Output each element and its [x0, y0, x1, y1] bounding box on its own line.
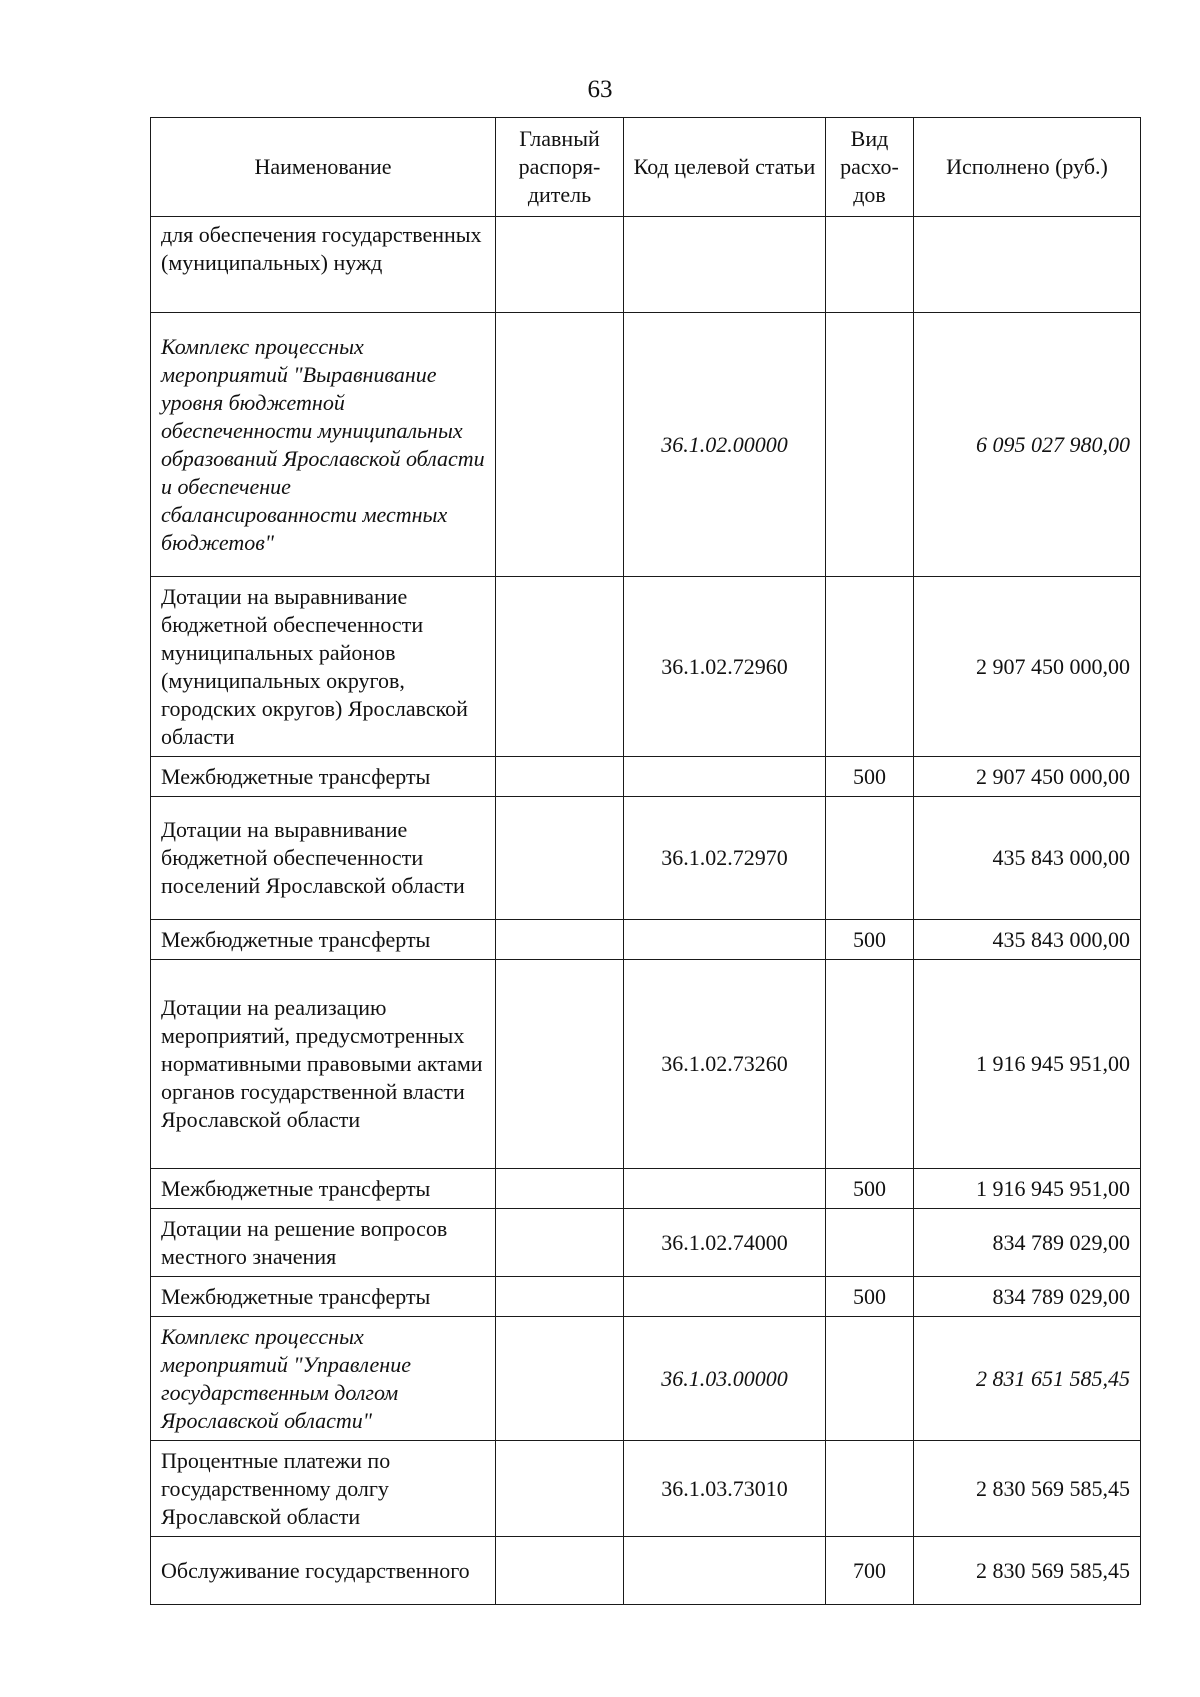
- row-amount: 2 830 569 585,45: [914, 1537, 1141, 1605]
- row-amount: 2 907 450 000,00: [914, 757, 1141, 797]
- header-main-manager: Главный распоря-дитель: [496, 118, 624, 217]
- header-expense-type: Вид расхо-дов: [826, 118, 914, 217]
- row-amount: 834 789 029,00: [914, 1277, 1141, 1317]
- row-vid: [826, 960, 914, 1169]
- table-row: [151, 1277, 1141, 1317]
- row-amount: 2 907 450 000,00: [914, 577, 1141, 757]
- row-amount: 435 843 000,00: [914, 920, 1141, 960]
- row-vid: [826, 1441, 914, 1537]
- row-manager: [496, 1209, 624, 1277]
- header-executed: Исполнено (руб.): [914, 118, 1141, 217]
- row-vid: [826, 313, 914, 577]
- row-name: Дотации на выравнивание бюджетной обеспеченности муниципальных районов (муниципальных округов, городских округов) Ярославской области: [151, 577, 496, 757]
- row-manager: [496, 1317, 624, 1441]
- row-vid: 500: [826, 920, 914, 960]
- row-code: 36.1.02.74000: [624, 1209, 826, 1277]
- row-code: 36.1.02.00000: [624, 313, 826, 577]
- page-number: 63: [587, 76, 613, 103]
- row-vid: [826, 217, 914, 313]
- row-name: Обслуживание государственного: [151, 1537, 496, 1605]
- row-amount: 834 789 029,00: [914, 1209, 1141, 1277]
- row-code: [624, 1169, 826, 1209]
- row-manager: [496, 577, 624, 757]
- row-manager: [496, 1537, 624, 1605]
- row-name: Дотации на реализацию мероприятий, предусмотренных нормативными правовыми актами органов государственной власти Ярославской области: [151, 960, 496, 1169]
- table-row: [151, 1441, 1141, 1537]
- row-vid: 500: [826, 1277, 914, 1317]
- table-row: [151, 1209, 1141, 1277]
- row-name: Процентные платежи по государственному долгу Ярославской области: [151, 1441, 496, 1537]
- row-manager: [496, 1277, 624, 1317]
- row-amount: 6 095 027 980,00: [914, 313, 1141, 577]
- table-row: [151, 757, 1141, 797]
- row-code: [624, 217, 826, 313]
- row-manager: [496, 1441, 624, 1537]
- row-manager: [496, 313, 624, 577]
- row-name: Дотации на решение вопросов местного значения: [151, 1209, 496, 1277]
- row-manager: [496, 217, 624, 313]
- table-row: [151, 960, 1141, 1169]
- row-name: для обеспечения государственных (муниципальных) нужд: [151, 217, 496, 313]
- table-row: [151, 577, 1141, 757]
- table-row: [151, 1169, 1141, 1209]
- row-vid: 500: [826, 757, 914, 797]
- row-name: Комплекс процессных мероприятий "Управление государственным долгом Ярославской области": [151, 1317, 496, 1441]
- row-code: 36.1.02.72960: [624, 577, 826, 757]
- table-row: [151, 797, 1141, 920]
- table-row: [151, 313, 1141, 577]
- row-vid: 500: [826, 1169, 914, 1209]
- table-row: [151, 920, 1141, 960]
- table-row: [151, 1317, 1141, 1441]
- row-name: Межбюджетные трансферты: [151, 1169, 496, 1209]
- row-name: Межбюджетные трансферты: [151, 1277, 496, 1317]
- row-code: 36.1.02.73260: [624, 960, 826, 1169]
- row-amount: 1 916 945 951,00: [914, 960, 1141, 1169]
- row-code: [624, 1277, 826, 1317]
- budget-table: [150, 117, 1141, 1605]
- row-manager: [496, 797, 624, 920]
- row-code: [624, 757, 826, 797]
- header-target-code: Код целевой статьи: [624, 118, 826, 217]
- row-manager: [496, 920, 624, 960]
- row-vid: [826, 1209, 914, 1277]
- row-code: [624, 1537, 826, 1605]
- row-manager: [496, 757, 624, 797]
- row-amount: [914, 217, 1141, 313]
- row-vid: [826, 577, 914, 757]
- row-amount: 435 843 000,00: [914, 797, 1141, 920]
- row-code: 36.1.02.72970: [624, 797, 826, 920]
- table-header-row: [151, 118, 1141, 217]
- row-name: Межбюджетные трансферты: [151, 920, 496, 960]
- table-row: [151, 217, 1141, 313]
- row-amount: 1 916 945 951,00: [914, 1169, 1141, 1209]
- row-code: 36.1.03.00000: [624, 1317, 826, 1441]
- row-amount: 2 831 651 585,45: [914, 1317, 1141, 1441]
- row-vid: 700: [826, 1537, 914, 1605]
- table-row: [151, 1537, 1141, 1605]
- row-code: [624, 920, 826, 960]
- row-manager: [496, 960, 624, 1169]
- row-name: Межбюджетные трансферты: [151, 757, 496, 797]
- row-name: Дотации на выравнивание бюджетной обеспеченности поселений Ярославской области: [151, 797, 496, 920]
- row-code: 36.1.03.73010: [624, 1441, 826, 1537]
- row-manager: [496, 1169, 624, 1209]
- row-amount: 2 830 569 585,45: [914, 1441, 1141, 1537]
- row-name: Комплекс процессных мероприятий "Выравнивание уровня бюджетной обеспеченности муниципальных образований Ярославской области и обеспечение сбалансированности местных бюджетов": [151, 313, 496, 577]
- header-name: Наименование: [151, 118, 496, 217]
- row-vid: [826, 1317, 914, 1441]
- row-vid: [826, 797, 914, 920]
